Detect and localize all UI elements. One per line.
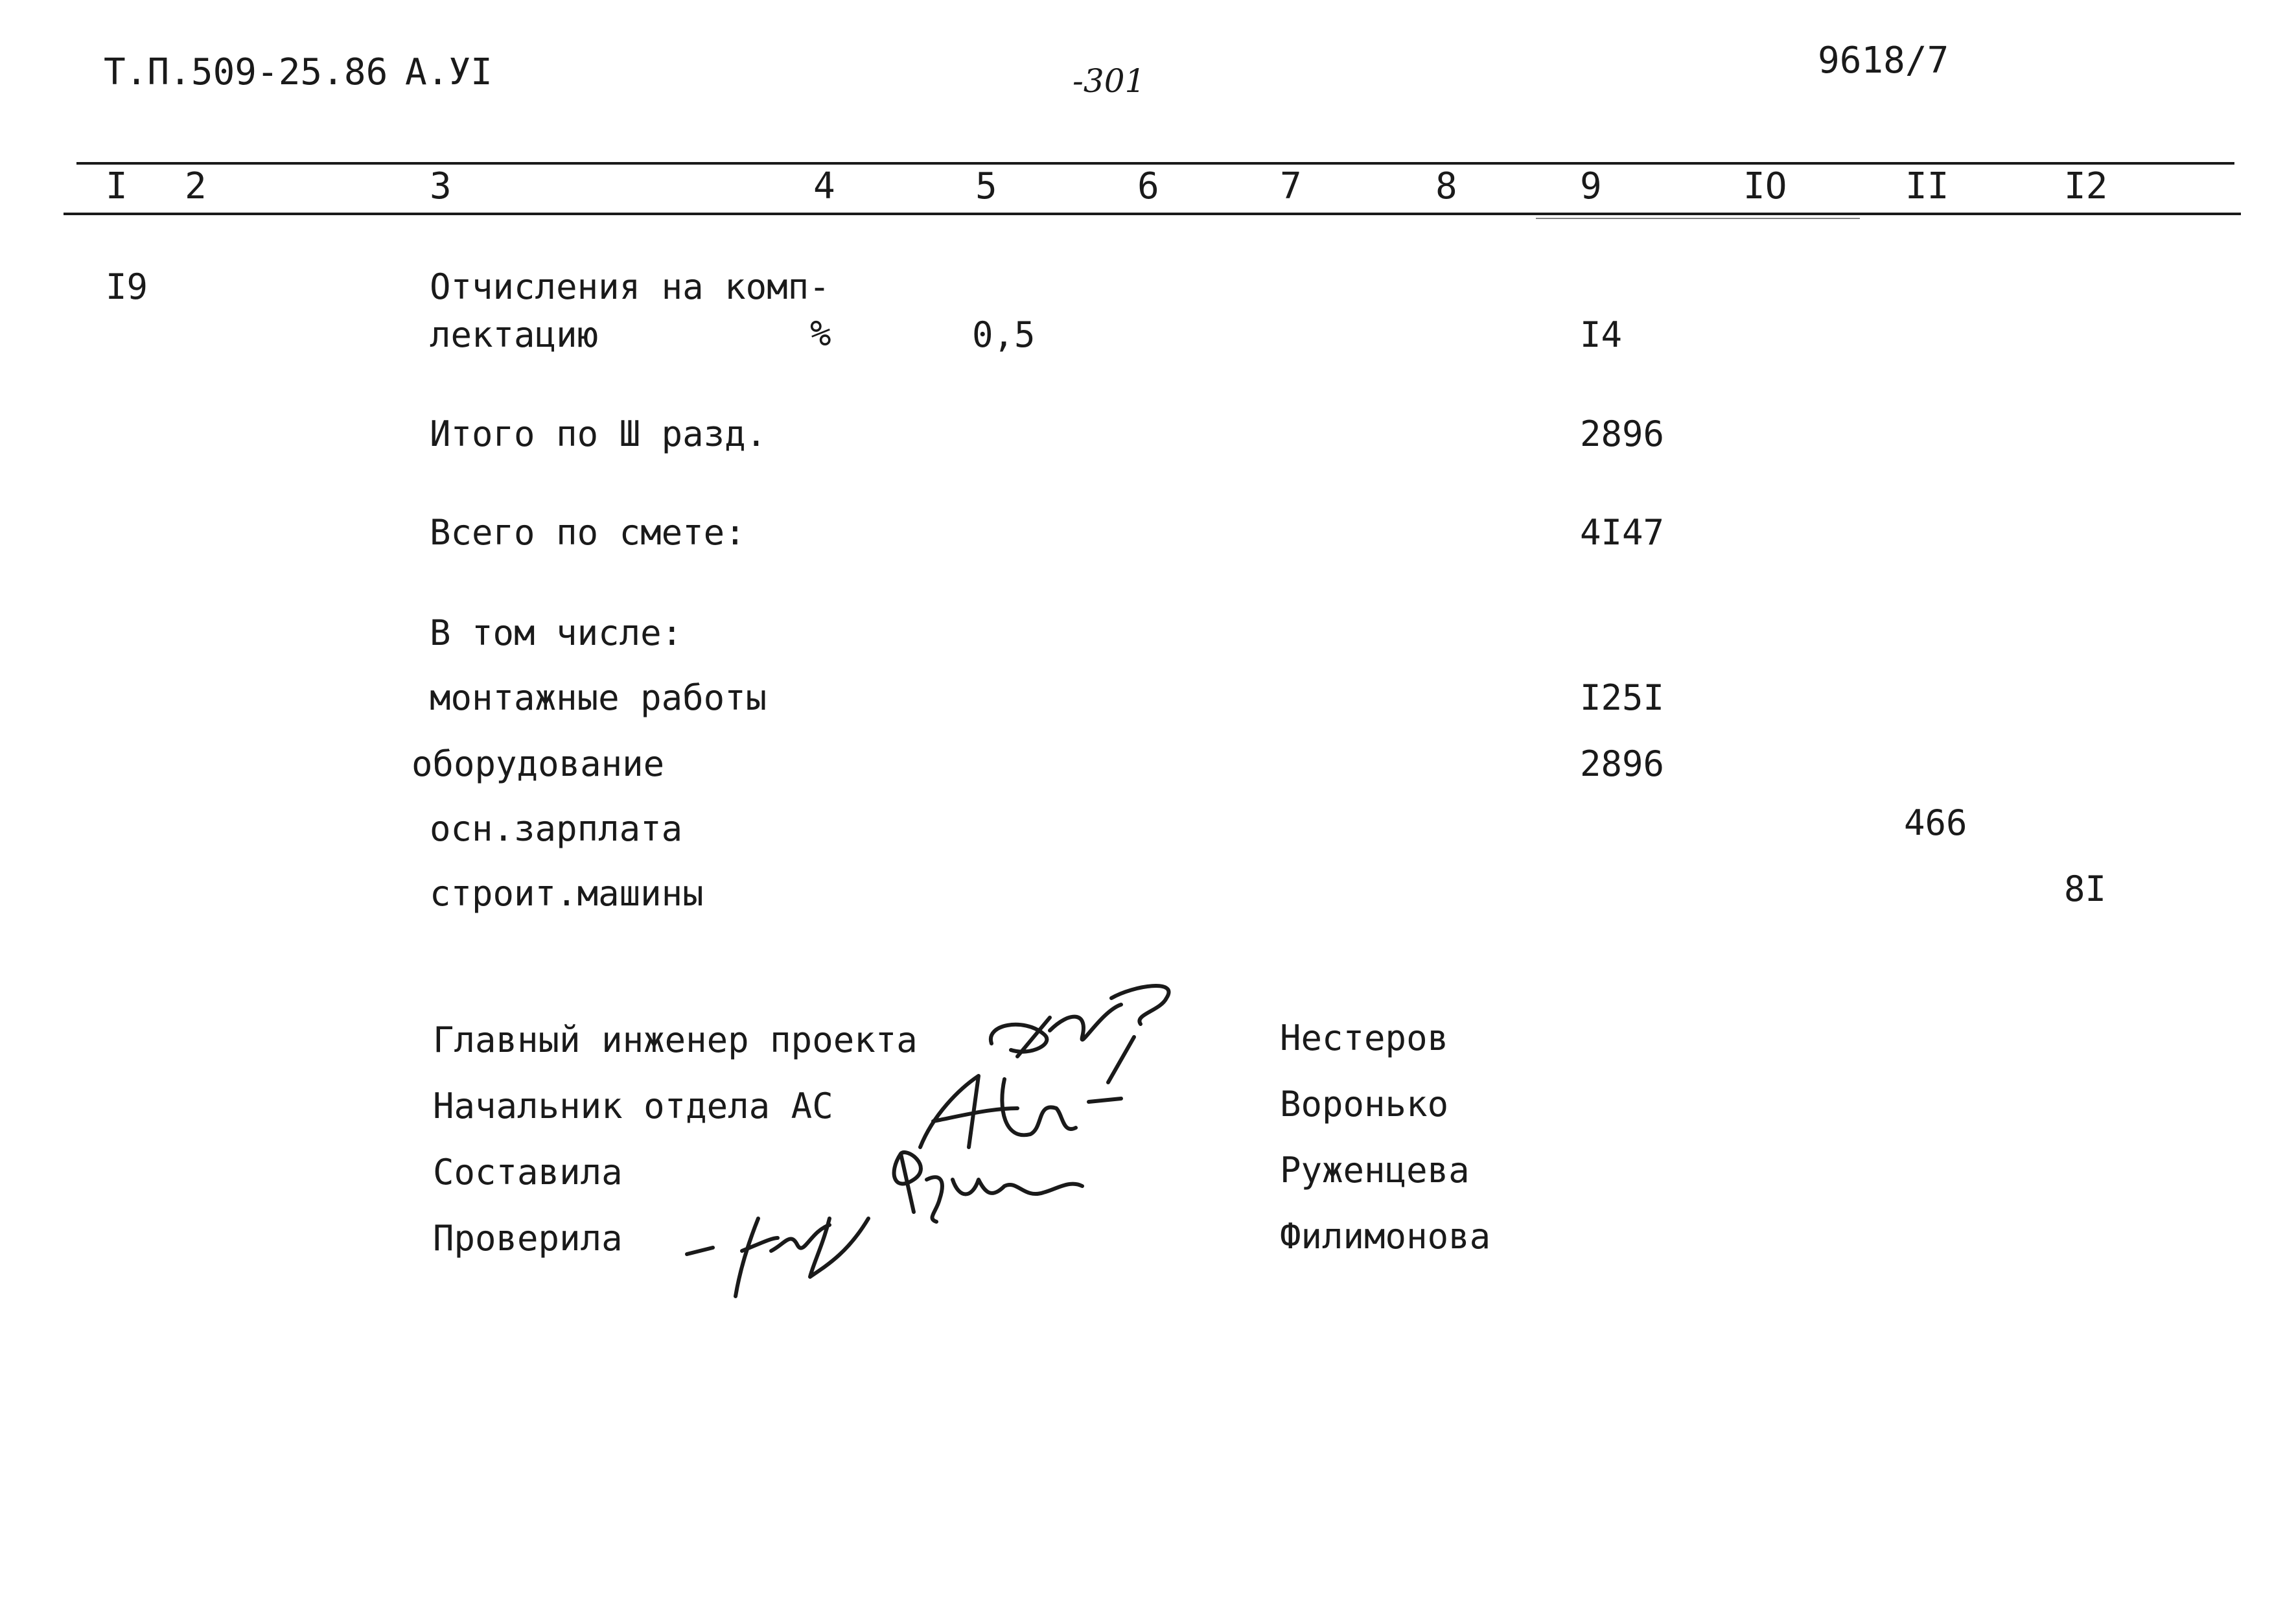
page-number: -301 [1073, 62, 1146, 100]
column-number-5: 5 [975, 165, 997, 207]
row-19-unit: % [810, 313, 831, 354]
signature-role-department-head: Начальник отдела АС [433, 1086, 833, 1126]
album-number: А.УI [405, 51, 493, 93]
column-number-1: I [106, 165, 128, 207]
machines-label: строит.машины [430, 873, 704, 914]
installation-value: I25I [1580, 677, 1665, 718]
total-estimate-value: 4I47 [1580, 512, 1665, 553]
column-number-7: 7 [1280, 165, 1302, 207]
column-number-12: I2 [2064, 165, 2108, 207]
column-number-3: 3 [430, 165, 452, 207]
salary-value: 466 [1904, 802, 1967, 843]
header-bottom-rule-fragment [1536, 218, 1860, 219]
signature-role-checker: Проверила [433, 1218, 623, 1259]
signature-name-chief-engineer: Нестеров [1280, 1018, 1449, 1058]
total-section-label: Итого по Ш разд. [430, 414, 767, 454]
row-19-name-line1: Отчисления на комп- [430, 266, 830, 307]
including-label: В том числе: [430, 612, 683, 653]
equipment-label: оборудование [412, 743, 665, 784]
row-19-quantity: 0,5 [972, 314, 1036, 355]
registration-number: 9618/7 [1818, 40, 1949, 82]
salary-label: осн.зарплата [430, 808, 683, 849]
signature-name-department-head: Воронько [1280, 1084, 1449, 1124]
signature-name-checker: Филимонова [1280, 1216, 1491, 1257]
machines-value: 8I [2064, 868, 2107, 909]
column-number-4: 4 [813, 165, 835, 207]
signature-role-compiler: Составила [433, 1152, 623, 1193]
row-19-name-line2: лектацию [430, 314, 599, 355]
column-number-9: 9 [1580, 165, 1602, 207]
row-19-number: I9 [106, 266, 148, 307]
column-number-2: 2 [185, 165, 207, 207]
header-top-rule [76, 162, 2234, 165]
equipment-value: 2896 [1580, 743, 1665, 784]
handwritten-signature-compiler [875, 1141, 1089, 1231]
signature-role-chief-engineer: Главный инженер проекта [433, 1020, 918, 1060]
installation-label: монтажные работы [430, 677, 767, 718]
header-bottom-rule [64, 213, 2241, 215]
handwritten-signature-checker [680, 1193, 875, 1303]
total-estimate-label: Всего по смете: [430, 512, 746, 553]
column-number-10: IO [1743, 165, 1787, 207]
document-code: Т.П.509-25.86 [104, 51, 388, 93]
row-19-col9-value: I4 [1580, 314, 1623, 355]
column-number-8: 8 [1435, 165, 1457, 207]
total-section-value: 2896 [1580, 414, 1665, 454]
column-number-11: II [1905, 165, 1949, 207]
signature-name-compiler: Руженцева [1280, 1150, 1470, 1191]
column-number-6: 6 [1137, 165, 1159, 207]
